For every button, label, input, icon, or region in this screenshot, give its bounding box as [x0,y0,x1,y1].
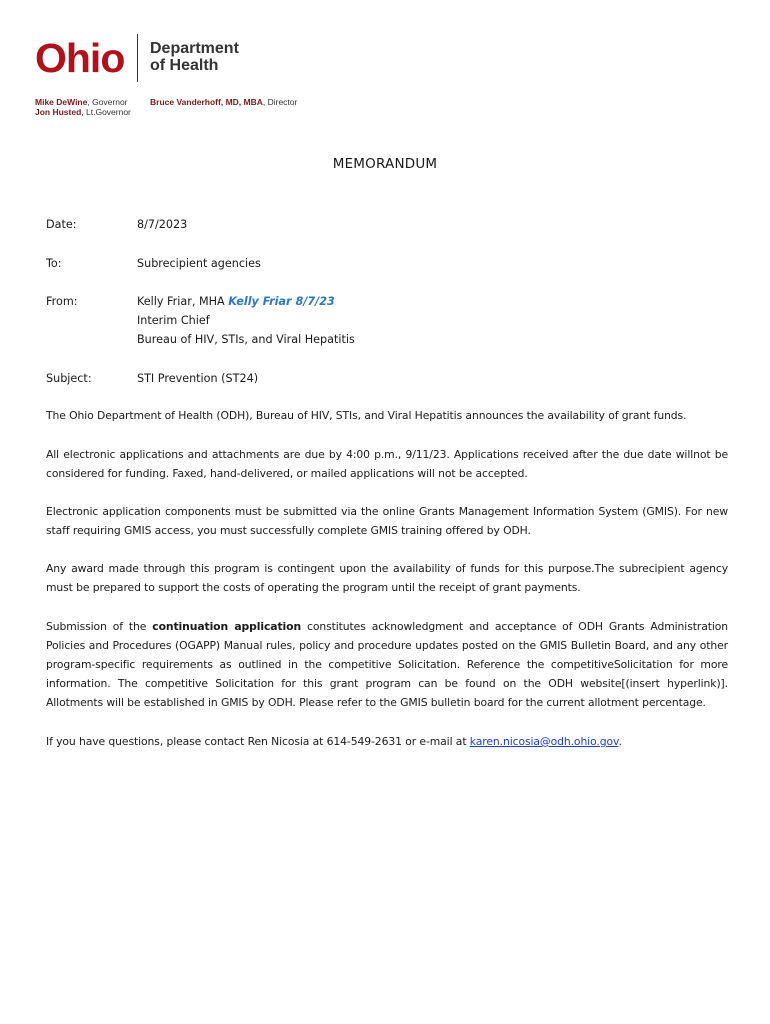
to-value: Subrecipient agencies [137,257,261,270]
from-title: Interim Chief [137,314,210,327]
department-line-2: of Health [150,57,219,74]
director-title: , Director [262,97,298,107]
department-name [150,40,239,74]
lt-governor-name: Jon Husted [35,107,82,117]
paragraph-due-date: All electronic applications and attachments are due by 4:00 p.m., 9/11/23. Applications received after the due date willnot be considered for funding. Faxed, hand-delivered, or mailed applications will not be accepted. [46,448,728,480]
memo-title: MEMORANDUM [332,156,438,172]
from-value [137,292,355,349]
from-signature: Kelly Friar 8/7/23 [228,295,335,308]
subject-label: Subject: [46,372,92,385]
subject-value: STI Prevention (ST24) [137,372,259,385]
from-name: Kelly Friar, MHA [137,295,229,308]
governor-name: Mike DeWine [35,97,88,107]
lt-governor-title: , Lt.Governor [81,107,131,117]
from-label: From: [46,295,78,308]
p6-pre: If you have questions, please contact Ren Nicosia at 614-549-2631 or e-mail at [46,735,470,748]
date-value: 8/7/2023 [137,218,188,231]
p5-post: constitutes acknowledgment and acceptance of ODH Grants Administration Policies and Procedures (OGAPP) Manual rules, policy and procedure updates posted on the GMIS Bulletin Board, and any other program-specific requirements as outlined in the competitive Solicitation. Reference the competitiveSolicitation for more information. The competitive Solicitation for this grant program can be found on the ODH website[(insert hyperlink)]. Allotments will be established in GMIS by ODH. Please refer to the GMIS bulletin board for the current allotment percentage. [46,620,728,709]
director-block [150,97,297,107]
director-name: Bruce Vanderhoff, MD, MBA [150,97,263,107]
paragraph-continuation [46,617,728,712]
p6-post: . [618,735,622,748]
continuation-application-bold: continuation application [152,620,302,633]
governor-block [35,97,131,117]
paragraph-gmis: Electronic application components must be submitted via the online Grants Management Information System (GMIS). For new staff requiring GMIS access, you must successfully complete GMIS training offered by ODH. [46,505,728,537]
paragraph-contact [46,732,728,751]
p5-pre: Submission of the [46,620,153,633]
governor-title: , Governor [87,97,128,107]
paragraph-announcement: The Ohio Department of Health (ODH), Bureau of HIV, STIs, and Viral Hepatitis announces the availability of grant funds. [46,409,687,422]
logo-divider [137,34,138,82]
paragraph-award: Any award made through this program is contingent upon the availability of funds for this purpose.The subrecipient agency must be prepared to support the costs of operating the program until the receipt of grant payments. [46,562,728,594]
from-bureau: Bureau of HIV, STIs, and Viral Hepatitis [137,333,355,346]
contact-email-link[interactable]: karen.nicosia@odh.ohio.gov [469,735,619,748]
date-label: Date: [46,218,77,231]
department-line-1: Department [150,40,239,57]
to-label: To: [46,257,62,270]
ohio-logo-wordmark: Ohio [35,35,125,81]
